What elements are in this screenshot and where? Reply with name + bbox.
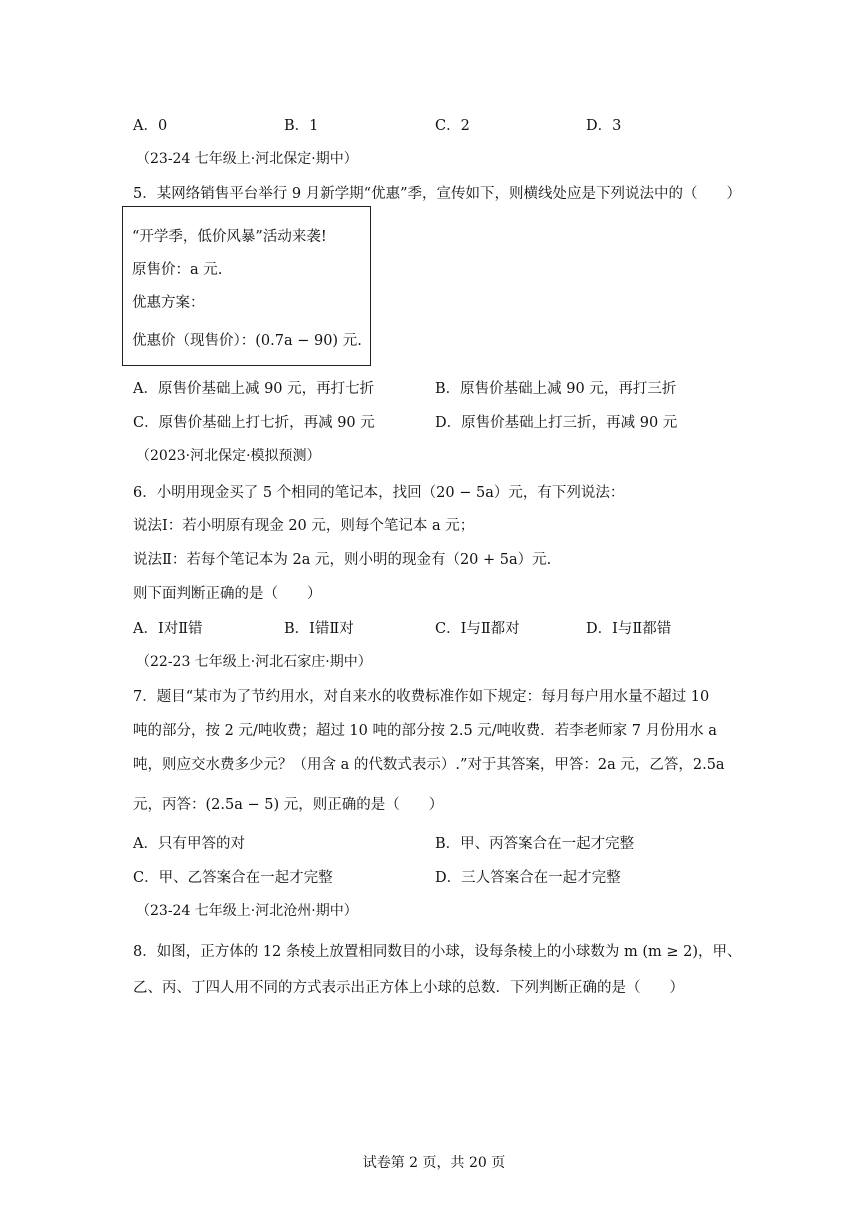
q8-source: （23-24 七年级上·河北沧州·期中）	[136, 903, 358, 919]
promo-line-1: “开学季，低价风暴”活动来袭!	[132, 229, 327, 245]
q6-source: （2023·河北保定·模拟预测）	[136, 448, 321, 464]
q7-option-d: D．三人答案合在一起才完整	[435, 870, 621, 886]
q5-option-d: D．原售价基础上打三折，再减 90 元	[435, 415, 678, 431]
q8-line-2: 乙、丙、丁四人用不同的方式表示出正方体上小球的总数．下列判断正确的是（ ）	[133, 980, 684, 996]
q5-option-c: C．原售价基础上打七折，再减 90 元	[133, 415, 375, 431]
promo-line-3: 优惠方案：	[132, 295, 205, 311]
q7-line-2: 吨的部分，按 2 元/吨收费；超过 10 吨的部分按 2.5 元/吨收费．若李老师家 7 月份用水 a	[133, 723, 717, 739]
q6-option-c: C．Ⅰ与Ⅱ都对	[435, 621, 520, 637]
q6-option-a: A．Ⅰ对Ⅱ错	[133, 621, 203, 637]
q5-option-a: A．原售价基础上减 90 元，再打七折	[133, 381, 375, 397]
q7-option-c: C．甲、乙答案合在一起才完整	[133, 870, 333, 886]
q6-option-b: B．Ⅰ错Ⅱ对	[284, 621, 354, 637]
q8-line-1: 8．如图，正方体的 12 条棱上放置相同数目的小球，设每条棱上的小球数为 m (m ≥ 2)，甲、	[133, 944, 742, 960]
q5-option-b: B．原售价基础上减 90 元，再打三折	[435, 381, 677, 397]
q6-ask: 则下面判断正确的是（ ）	[133, 586, 322, 602]
promo-line-2: 原售价：a 元.	[132, 262, 223, 278]
page-footer: 试卷第 2 页，共 20 页	[362, 1155, 506, 1171]
q6-stem: 6．小明用现金买了 5 个相同的笔记本，找回（20 − 5a）元，有下列说法：	[133, 485, 625, 501]
q4-option-c: C．2	[435, 118, 470, 134]
q7-source: （22-23 七年级上·河北石家庄·期中）	[136, 654, 372, 670]
promo-line-4: 优惠价（现售价）：(0.7a − 90) 元.	[132, 333, 362, 349]
promo-box	[122, 206, 371, 366]
q7-option-a: A．只有甲答的对	[133, 836, 245, 852]
q7-option-b: B．甲、丙答案合在一起才完整	[435, 836, 635, 852]
q7-line-3: 吨，则应交水费多少元？（用含 a 的代数式表示）.”对于其答案，甲答：2a 元，乙答，2.5a	[133, 757, 725, 773]
q4-option-d: D．3	[586, 118, 622, 134]
q5-stem: 5．某网络销售平台举行 9 月新学期“优惠”季，宣传如下，则横线处应是下列说法中的（ ）	[133, 186, 741, 202]
q6-claim-2: 说法Ⅱ：若每个笔记本为 2a 元，则小明的现金有（20 + 5a）元.	[133, 552, 552, 568]
q4-option-a: A．0	[133, 118, 168, 134]
q6-claim-1: 说法Ⅰ：若小明原有现金 20 元，则每个笔记本 a 元；	[133, 518, 475, 534]
q7-line-4: 元，丙答：(2.5a − 5) 元，则正确的是（ ）	[133, 797, 444, 813]
q5-source: （23-24 七年级上·河北保定·期中）	[136, 151, 358, 167]
q6-option-d: D．Ⅰ与Ⅱ都错	[586, 621, 672, 637]
q7-line-1: 7．题目“某市为了节约用水，对自来水的收费标准作如下规定：每月每户用水量不超过 10	[133, 689, 710, 705]
q4-option-b: B．1	[284, 118, 319, 134]
